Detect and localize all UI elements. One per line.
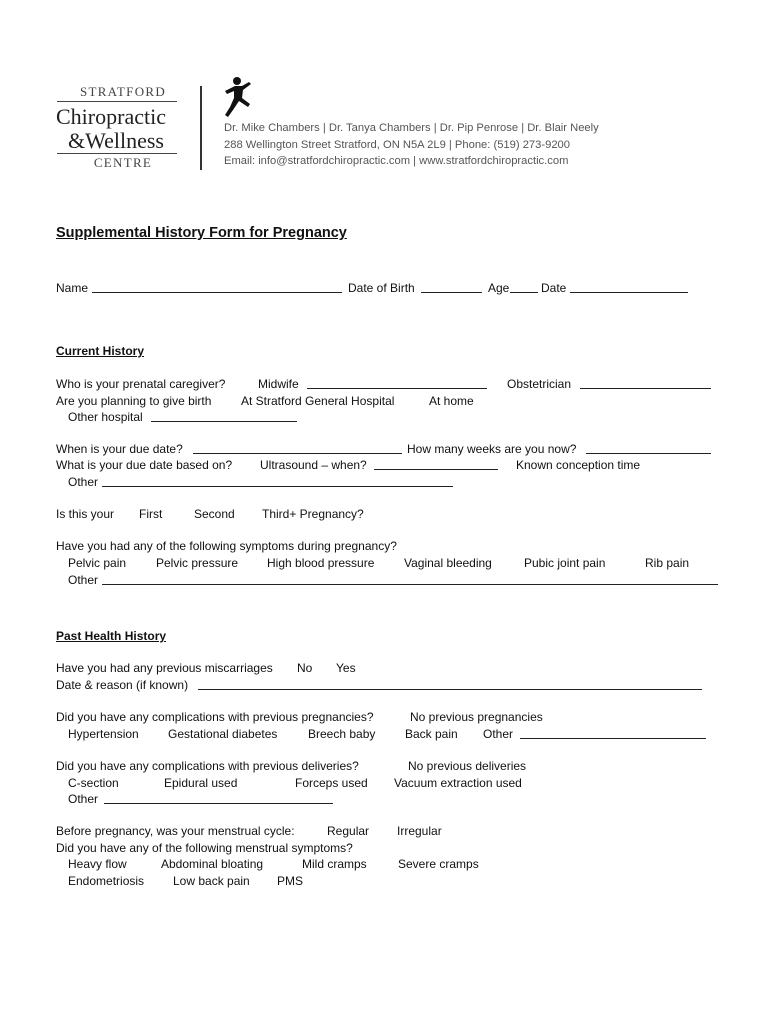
- symptom-option[interactable]: Rib pain: [645, 556, 690, 570]
- menstrual-symptom-option[interactable]: Low back pain: [173, 874, 250, 888]
- delivery-complication-option[interactable]: Vacuum extraction used: [394, 776, 522, 790]
- header-divider: [200, 86, 202, 170]
- pregnancy-complication-option[interactable]: Breech baby: [308, 727, 376, 741]
- date-label: Date: [541, 281, 567, 295]
- pregnancy-complication-other-field[interactable]: [520, 727, 706, 739]
- past-history-heading: Past Health History: [56, 629, 167, 643]
- leaping-figure-icon: [222, 76, 262, 120]
- pregnancy-complication-option[interactable]: Hypertension: [68, 727, 139, 741]
- logo-main-line1: Chiropractic: [56, 104, 166, 129]
- option-no-previous-pregnancies[interactable]: No previous pregnancies: [410, 710, 543, 724]
- menstrual-symptom-option[interactable]: PMS: [277, 874, 304, 888]
- option-regular[interactable]: Regular: [327, 824, 370, 838]
- option-irregular[interactable]: Irregular: [397, 824, 442, 838]
- header-address: 288 Wellington Street Stratford, ON N5A 2L9 | Phone: (519) 273-9200: [224, 139, 570, 151]
- symptom-option[interactable]: Vaginal bleeding: [404, 556, 492, 570]
- menstrual-symptom-option[interactable]: Mild cramps: [302, 857, 367, 871]
- symptoms-other-label: Other: [68, 573, 99, 587]
- date-reason-field[interactable]: [198, 678, 702, 690]
- date-reason-label: Date & reason (if known): [56, 678, 189, 692]
- caregiver-question: Who is your prenatal caregiver?: [56, 377, 226, 391]
- option-ultrasound[interactable]: Ultrasound – when?: [260, 458, 367, 472]
- delivery-complication-option[interactable]: Forceps used: [295, 776, 368, 790]
- logo-top-text: STRATFORD: [79, 84, 167, 99]
- pregnancy-complication-option[interactable]: Back pain: [405, 727, 458, 741]
- menstrual-symptom-option[interactable]: Endometriosis: [68, 874, 145, 888]
- option-no-previous-deliveries[interactable]: No previous deliveries: [408, 759, 527, 773]
- obstetrician-field[interactable]: [580, 377, 711, 389]
- midwife-field[interactable]: [307, 377, 487, 389]
- date-field[interactable]: [570, 281, 688, 293]
- header-doctors: Dr. Mike Chambers | Dr. Tanya Chambers | Dr. Pip Penrose | Dr. Blair Neely: [224, 122, 599, 134]
- menstrual-symptoms-question: Did you have any of the following menstrual symptoms?: [56, 841, 353, 855]
- age-label: Age: [488, 281, 510, 295]
- form-title: Supplemental History Form for Pregnancy: [56, 225, 347, 241]
- option-obstetrician[interactable]: Obstetrician: [507, 377, 572, 391]
- weeks-question: How many weeks are you now?: [407, 442, 577, 456]
- pregnancy-number-question: Is this your: [56, 507, 115, 521]
- due-basis-question: What is your due date based on?: [56, 458, 233, 472]
- due-basis-other-label: Other: [68, 475, 99, 489]
- logo-main-line2: &Wellness: [68, 128, 164, 153]
- symptoms-question: Have you had any of the following symptoms during pregnancy?: [56, 539, 397, 553]
- age-field[interactable]: [510, 281, 538, 293]
- birth-question: Are you planning to give birth: [56, 394, 212, 408]
- cycle-question: Before pregnancy, was your menstrual cycle:: [56, 824, 295, 838]
- symptom-option[interactable]: Pelvic pain: [68, 556, 127, 570]
- ultrasound-field[interactable]: [374, 458, 498, 470]
- symptoms-other-field[interactable]: [102, 573, 718, 585]
- option-yes[interactable]: Yes: [336, 661, 356, 675]
- menstrual-symptom-option[interactable]: Severe cramps: [398, 857, 479, 871]
- name-field[interactable]: [92, 281, 342, 293]
- delivery-complication-option[interactable]: Epidural used: [164, 776, 238, 790]
- other-hospital-label: Other hospital: [68, 410, 143, 424]
- current-history-heading: Current History: [56, 344, 145, 358]
- dob-label: Date of Birth: [348, 281, 415, 295]
- option-no[interactable]: No: [297, 661, 313, 675]
- due-basis-other-field[interactable]: [102, 475, 453, 487]
- menstrual-symptom-option[interactable]: Abdominal bloating: [161, 857, 264, 871]
- option-midwife[interactable]: Midwife: [258, 377, 299, 391]
- miscarriage-question: Have you had any previous miscarriages: [56, 661, 273, 675]
- delivery-other-field[interactable]: [104, 792, 333, 804]
- other-hospital-field[interactable]: [151, 410, 297, 422]
- logo-bottom-text: CENTRE: [93, 155, 153, 170]
- delivery-complications-question: Did you have any complications with previous deliveries?: [56, 759, 359, 773]
- due-date-field[interactable]: [193, 442, 402, 454]
- logo-rule-top: [57, 101, 177, 102]
- option-hospital[interactable]: At Stratford General Hospital: [241, 394, 395, 408]
- dob-field[interactable]: [421, 281, 482, 293]
- weeks-field[interactable]: [586, 442, 711, 454]
- delivery-complication-option[interactable]: C-section: [68, 776, 119, 790]
- symptom-option[interactable]: Pubic joint pain: [524, 556, 606, 570]
- symptom-option[interactable]: High blood pressure: [267, 556, 375, 570]
- option-second[interactable]: Second: [194, 507, 235, 521]
- name-label: Name: [56, 281, 89, 295]
- symptom-option[interactable]: Pelvic pressure: [156, 556, 239, 570]
- option-first[interactable]: First: [139, 507, 163, 521]
- due-date-question: When is your due date?: [56, 442, 183, 456]
- option-conception[interactable]: Known conception time: [516, 458, 641, 472]
- logo-rule-bottom: [57, 153, 177, 154]
- option-home[interactable]: At home: [429, 394, 474, 408]
- header-contact: Email: info@stratfordchiropractic.com | www.stratfordchiropractic.com: [224, 155, 569, 167]
- menstrual-symptom-option[interactable]: Heavy flow: [68, 857, 127, 871]
- option-third-plus[interactable]: Third+ Pregnancy?: [262, 507, 364, 521]
- pregnancy-complication-option[interactable]: Gestational diabetes: [168, 727, 278, 741]
- pregnancy-complications-question: Did you have any complications with previous pregnancies?: [56, 710, 374, 724]
- pregnancy-complication-other[interactable]: Other: [483, 727, 514, 741]
- delivery-other-label: Other: [68, 792, 99, 806]
